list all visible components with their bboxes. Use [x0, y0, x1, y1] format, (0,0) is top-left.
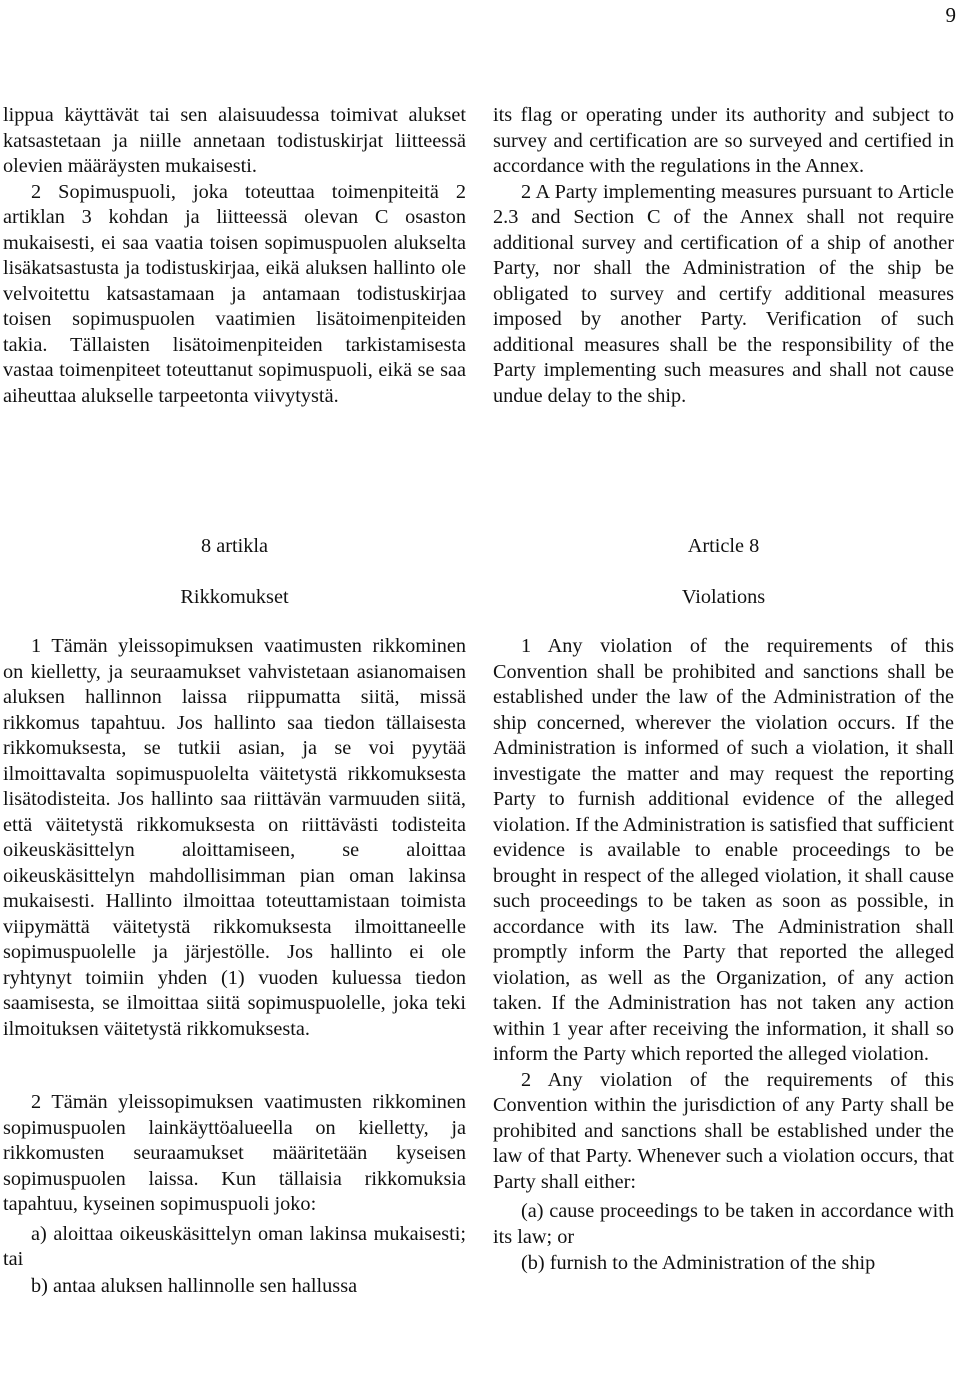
- en-list-item-b: (b) furnish to the Administration of the ship: [521, 1252, 876, 1274]
- en-top-paragraph-1: its flag or operating under its authority and subject to survey and certification are so surveyed and certified in accordance with the regulations in the Annex.: [493, 104, 954, 177]
- en-article-body: [493, 634, 954, 1277]
- en-article-heading: [493, 534, 954, 610]
- fi-article-heading: [3, 534, 466, 610]
- fi-list-item-a: a) aloittaa oikeuskäsittelyn oman lakinsa mukaisesti; tai: [3, 1222, 466, 1270]
- page-number: 9: [945, 3, 956, 27]
- en-article-paragraph-2: 2 Any violation of the requirements of this Convention within the jurisdiction of any Party shall be prohibited and sanctions shall be established under the law of that Party. Whenever such a violation occurs, that Party shall either:: [493, 1068, 954, 1193]
- en-top-section: [493, 103, 954, 409]
- fi-article-number: 8 artikla: [200, 535, 268, 557]
- fi-article-paragraph-1: 1 Tämän yleissopimuksen vaatimusten rikkominen on kielletty, ja seuraamukset vahvistetaan asianomaisen aluksen hallinnon laissa riippumatta siitä, missä rikkomus tapahtuu. Jos hallinto saa tiedon tällaisesta rikkomuksesta, se tutkii asian, ja se voi pyytää ilmoittavalta sopimuspuolelta väitetystä rikkomuksesta lisätodisteita. Jos hallinto saa riittävän varmuuden siitä, että väitetystä rikkomuksesta on riittävästi todisteita oikeuskäsittelyn aloittamiseen, se aloittaa oikeuskäsittelyn mahdollisimman pian oman lakinsa mukaisesti. Hallinto ilmoittaa toteuttamistaan toimista viipymättä väitetystä rikkomuksesta ilmoittaneelle sopimuspuolelle ja järjestölle. Jos hallinto ei ole ryhtynyt toimiin yhden (1) vuoden kuluessa tiedon saamisesta, se ilmoittaa siitä sopimuspuolelle, joka teki ilmoituksen väitetystä rikkomuksesta.: [3, 635, 466, 1040]
- fi-top-paragraph-2: 2 Sopimuspuoli, joka toteuttaa toimenpiteitä 2 artiklan 3 kohdan ja liitteessä olevan C osaston mukaisesti, ei saa vaatia toisen sopimuspuolen alukselta lisäkatsastusta ja todistuskirjaa, eikä aluksen hallinto ole velvoitettu katsastamaan ja antamaan todistuskirjaa toisen sopimuspuolen vaatimien lisätoimenpiteiden takia. Tällaisten lisätoimenpiteiden tarkistamisesta vastaa toimenpiteet toteuttanut sopimuspuoli, eikä se saa aiheuttaa alukselle tarpeetonta viivytystä.: [3, 180, 466, 407]
- fi-article-paragraph-2: 2 Tämän yleissopimuksen vaatimusten rikkominen sopimuspuolen lainkäyttöalueella on kielletty, ja rikkomusten seuraamukset määritetään kyseisen sopimuspuolen laissa. Kun tällaisia rikkomuksia tapahtuu, kyseinen sopimuspuoli joko:: [3, 1091, 466, 1215]
- en-list-item-a: (a) cause proceedings to be taken in accordance with its law; or: [493, 1200, 954, 1248]
- en-top-paragraph-2: 2 A Party implementing measures pursuant to Article 2.3 and Section C of the Annex shall not require additional survey and certification of a ship of another Party, nor shall the Administration of the ship be obligated to survey and certify additional measures imposed by another Party. Verification of such additional measures shall be the responsibility of the Party implementing such measures and shall not cause undue delay to the ship.: [493, 180, 954, 407]
- en-article-title: Violations: [681, 585, 766, 608]
- fi-list-item-b: b) antaa aluksen hallinnolle sen hallussa: [31, 1274, 358, 1297]
- fi-top-section: [3, 103, 466, 409]
- fi-top-paragraph-1: lippua käyttävät tai sen alaisuudessa toimivat alukset katsastetaan ja niille annetaan todistuskirjat liitteessä olevien määräysten mukaisesti.: [3, 104, 466, 177]
- en-article-paragraph-1: 1 Any violation of the requirements of this Convention shall be prohibited and sanctions shall be established under the law of the Administration of the ship concerned, wherever the violation occurs. If the Administration is informed of such a violation, it shall investigate the matter and may request the reporting Party to furnish additional evidence of the alleged violation. If the Administration is satisfied that sufficient evidence is available to enable proceedings to be brought in respect of the alleged violation, it shall cause such proceedings to be taken as soon as possible, in accordance with its law. The Administration shall promptly inform the Party that reported the alleged violation, as well as the Organization, of any action taken. If the Administration has not taken any action within 1 year after receiving the information, it shall so inform the Party which reported the alleged violation.: [493, 635, 954, 1065]
- fi-article-title: Rikkomukset: [180, 585, 289, 608]
- fi-article-body: [3, 634, 466, 1299]
- en-article-number: Article 8: [687, 535, 760, 557]
